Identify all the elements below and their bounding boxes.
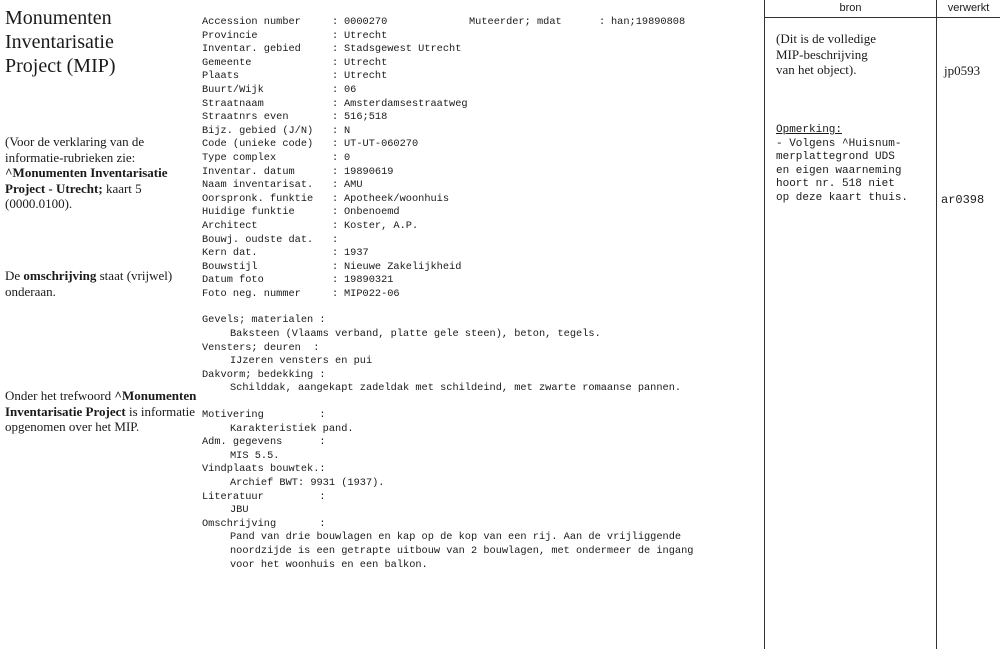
record-field-row	[202, 111, 762, 125]
section-separator: :	[313, 368, 326, 381]
section-separator: :	[276, 517, 326, 530]
field-separator: :	[332, 83, 339, 96]
record-field-row	[202, 288, 762, 302]
section-heading	[202, 314, 762, 328]
field-separator: :	[332, 138, 339, 151]
mutator-label: Muteerder; mdat	[469, 16, 562, 28]
record-field-row	[202, 57, 762, 71]
field-separator: :	[332, 29, 339, 42]
field-value: N	[344, 124, 351, 137]
field-separator: :	[332, 151, 339, 164]
field-value: Apotheek/woonhuis	[344, 192, 450, 205]
bron-text: (Dit is de volledige MIP-beschrijving van het object).	[776, 31, 877, 77]
field-separator: :	[332, 97, 339, 110]
section-label: Motivering	[202, 409, 264, 422]
field-label: Plaats	[202, 70, 240, 83]
field-separator: :	[332, 16, 339, 28]
record-field-row	[202, 138, 762, 152]
field-label: Buurt/Wijk	[202, 83, 264, 96]
record-field-row	[202, 98, 762, 112]
note-link[interactable]: ^Monumenten Inventarisatie Project	[5, 388, 197, 419]
record-fields	[202, 16, 762, 301]
record-field-row	[202, 70, 762, 84]
field-value: AMU	[344, 179, 363, 192]
record-field-row	[202, 274, 762, 288]
record-field-row	[202, 247, 762, 261]
section-separator: :	[300, 341, 320, 354]
section-label: Omschrijving	[202, 517, 277, 530]
field-value: UT-UT-060270	[344, 138, 419, 151]
field-label: Foto neg. nummer	[202, 287, 301, 300]
field-label: Code (unieke code)	[202, 138, 314, 151]
record-field-row	[202, 16, 762, 30]
section-body: Karakteristiek pand.	[230, 422, 354, 435]
remark	[776, 124, 908, 205]
field-separator: :	[332, 260, 339, 273]
sidebar-note-trefwoord	[5, 388, 200, 435]
record-field-row	[202, 193, 762, 207]
section-heading	[202, 369, 762, 383]
section-separator: :	[263, 490, 326, 503]
field-label: Provincie	[202, 29, 258, 42]
note-text: kaart 5 (0000.0100).	[5, 180, 142, 211]
section-heading	[202, 436, 762, 450]
note-text: Onder het trefwoord	[5, 388, 115, 403]
field-label: Straatnaam	[202, 97, 264, 110]
field-separator: :	[599, 16, 606, 28]
note-bold: omschrijving	[23, 268, 97, 283]
record-field-row	[202, 125, 762, 139]
field-value: 0	[344, 151, 351, 164]
column-divider	[764, 0, 765, 649]
section-label: Adm. gegevens	[202, 436, 283, 449]
column-header-verwerkt: verwerkt	[947, 2, 990, 14]
field-label: Accession number	[202, 16, 301, 28]
field-value: Amsterdamsestraatweg	[344, 97, 468, 110]
record-field-row	[202, 30, 762, 44]
record-field-row	[202, 152, 762, 166]
field-label: Inventar. datum	[202, 165, 295, 178]
field-value: 19890321	[344, 274, 394, 287]
field-value: 516;518	[344, 111, 388, 124]
field-separator: :	[332, 124, 339, 137]
record-field-row	[202, 261, 762, 275]
field-separator: :	[332, 56, 339, 69]
section-heading	[202, 491, 762, 505]
note-text: (Voor de verklaring van de informatie-rubrieken zie:	[5, 134, 145, 165]
section-body: Archief BWT: 9931 (1937).	[230, 477, 385, 489]
field-label: Naam inventarisat.	[202, 179, 314, 192]
field-separator: :	[332, 192, 339, 205]
field-separator: :	[332, 43, 339, 56]
field-separator: :	[332, 165, 339, 178]
section-body: Schilddak, aangekapt zadeldak met schildeind, met zwarte romaanse pannen.	[230, 382, 682, 395]
field-separator: :	[332, 219, 339, 232]
field-value: Stadsgewest Utrecht	[344, 43, 462, 56]
record-card	[202, 16, 762, 572]
field-label: Huidige funktie	[202, 206, 295, 219]
field-value: Utrecht	[344, 29, 388, 42]
section-separator: :	[263, 409, 326, 422]
mutator-info	[469, 16, 685, 30]
record-field-row	[202, 179, 762, 193]
section-body: IJzeren vensters en pui	[230, 355, 373, 368]
remark-title: Opmerking:	[776, 124, 843, 136]
mutator-value: han;19890808	[611, 16, 686, 28]
record-field-row	[202, 84, 762, 98]
record-field-row	[202, 220, 762, 234]
field-label: Bouwj. oudste dat.	[202, 233, 314, 246]
field-label: Architect	[202, 219, 258, 232]
note-link[interactable]: ^Monumenten Inventarisatie Project - Utrecht;	[5, 165, 168, 196]
record-field-row	[202, 234, 762, 248]
field-value: Utrecht	[344, 70, 388, 83]
field-label: Datum foto	[202, 274, 264, 287]
record-field-row	[202, 166, 762, 180]
sidebar-note-omschrijving	[5, 268, 200, 299]
field-label: Bouwstijl	[202, 260, 258, 273]
section-label: Vindplaats bouwtek.:	[202, 463, 326, 476]
section-body: MIS 5.5.	[230, 449, 280, 462]
section-label: Dakvorm; bedekking	[202, 368, 314, 381]
section-label: Gevels; materialen	[202, 314, 314, 327]
column-divider	[936, 0, 937, 649]
header-divider	[764, 17, 1000, 18]
section-heading	[202, 342, 762, 356]
field-label: Straatnrs even	[202, 111, 289, 124]
section-heading	[202, 409, 762, 423]
field-separator: :	[332, 247, 339, 260]
verwerkt-code: jp0593	[944, 63, 981, 78]
note-text: is informatie opgenomen over het MIP.	[5, 403, 196, 434]
section-heading	[202, 463, 762, 477]
section-heading	[202, 518, 762, 532]
field-label: Gemeente	[202, 56, 252, 69]
note-text: staat (vrijwel) onderaan.	[5, 268, 173, 299]
column-header-bron: bron	[839, 2, 862, 14]
field-label: Kern dat.	[202, 247, 258, 260]
section-body: Pand van drie bouwlagen en kap op de kop van een rij. Aan de vrijliggende noordzijde is een getrapte uitbouw van 2 bouwlagen, met ondermeer de ingang voor het woonhuis en een balkon.	[230, 531, 694, 571]
verwerkt-code: ar0398	[941, 193, 985, 207]
section-separator: :	[282, 436, 326, 449]
field-value: Koster, A.P.	[344, 219, 419, 232]
section-body: Baksteen (Vlaams verband, platte gele steen), beton, tegels.	[230, 328, 601, 341]
field-separator: :	[332, 287, 339, 300]
section-separator: :	[313, 314, 326, 327]
field-separator: :	[332, 70, 339, 83]
field-value: Onbenoemd	[344, 206, 400, 219]
field-value: 0000270	[344, 16, 388, 28]
field-value: Utrecht	[344, 56, 388, 69]
sidebar-note-verklaring	[5, 134, 200, 212]
field-separator: :	[332, 233, 339, 246]
field-value	[344, 234, 469, 248]
note-text: De	[5, 268, 24, 283]
sidebar	[5, 6, 195, 78]
field-value: Nieuwe Zakelijkheid	[344, 260, 462, 273]
record-field-row	[202, 43, 762, 57]
section-body: JBU	[230, 504, 249, 517]
field-value: 1937	[344, 247, 369, 260]
remark-text: - Volgens ^Huisnum- merplattegrond UDS en eigen waarneming hoort nr. 518 niet op deze kaart thuis.	[776, 137, 909, 204]
section-label: Literatuur	[202, 490, 264, 503]
record-sections-b	[202, 409, 762, 572]
record-sections-a	[202, 314, 762, 396]
page-title: Monumenten Inventarisatie Project (MIP)	[5, 7, 116, 77]
record-field-row	[202, 206, 762, 220]
field-label: Oorspronk. funktie	[202, 192, 314, 205]
field-value: 06	[344, 83, 357, 96]
field-label: Type complex	[202, 151, 277, 164]
section-label: Vensters; deuren	[202, 341, 301, 354]
field-label: Bijz. gebied (J/N)	[202, 124, 314, 137]
field-separator: :	[332, 111, 339, 124]
field-separator: :	[332, 206, 339, 219]
field-label: Inventar. gebied	[202, 43, 301, 56]
field-value: MIP022-06	[344, 287, 400, 300]
field-value: 19890619	[344, 165, 394, 178]
field-separator: :	[332, 274, 339, 287]
field-separator: :	[332, 179, 339, 192]
